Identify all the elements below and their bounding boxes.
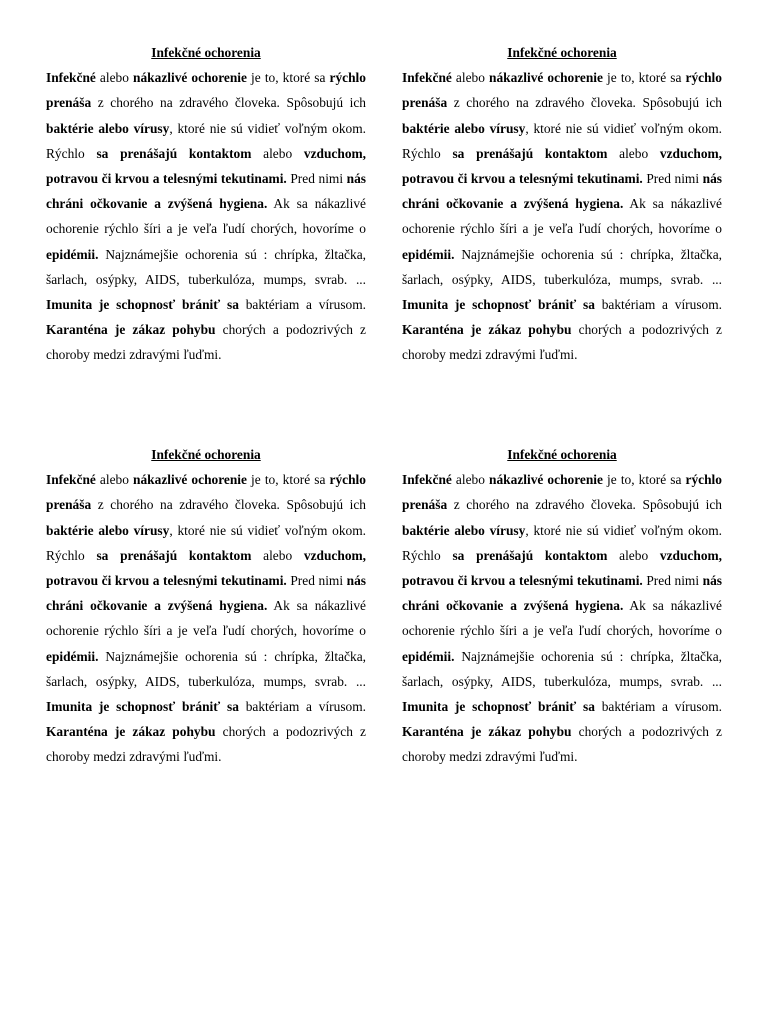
body-text: Najznámejšie ochorenia sú : chrípka, žltačka, šarlach, osýpky, AIDS, tuberkulóza, mumps, svrab. ...	[46, 246, 366, 287]
body-text: Najznámejšie ochorenia sú : chrípka, žltačka, šarlach, osýpky, AIDS, tuberkulóza, mumps, svrab. ...	[402, 246, 722, 287]
block-body	[46, 65, 366, 367]
body-text: , ktoré nie sú vidieť voľným okom. Rýchlo	[46, 522, 366, 563]
bold-text: epidémii.	[46, 648, 99, 664]
bold-text: vzduchom, potravou či krvou a telesnými tekutinami.	[402, 145, 723, 186]
block-body	[46, 467, 366, 769]
bold-text: Karanténa je zákaz pohybu	[402, 724, 572, 740]
body-text: Najznámejšie ochorenia sú : chrípka, žltačka, šarlach, osýpky, AIDS, tuberkulóza, mumps, svrab. ...	[402, 648, 722, 689]
bold-text: vzduchom, potravou či krvou a telesnými tekutinami.	[46, 547, 367, 588]
text-block-top-right	[402, 40, 722, 368]
body-text: je to, ktoré sa	[602, 472, 686, 488]
bold-text: vzduchom, potravou či krvou a telesnými tekutinami.	[402, 547, 723, 588]
bold-text: sa prenášajú kontaktom	[452, 145, 608, 161]
body-text: Ak sa nákazlivé ochorenie rýchlo šíri a je veľa ľudí chorých, hovoríme o	[402, 598, 722, 639]
bold-text: nákazlivé ochorenie	[133, 472, 247, 488]
block-body	[402, 65, 722, 367]
bold-text: nákazlivé ochorenie	[489, 70, 603, 86]
body-text: z chorého na zdravého človeka. Spôsobujú ich	[447, 497, 722, 513]
bold-text: Infekčné	[46, 70, 96, 86]
body-text: Najznámejšie ochorenia sú : chrípka, žltačka, šarlach, osýpky, AIDS, tuberkulóza, mumps, svrab. ...	[46, 648, 366, 689]
body-text: Ak sa nákazlivé ochorenie rýchlo šíri a je veľa ľudí chorých, hovoríme o	[46, 196, 366, 237]
bold-text: Infekčné	[402, 70, 452, 86]
body-text: , ktoré nie sú vidieť voľným okom. Rýchlo	[402, 120, 722, 161]
block-title: Infekčné ochorenia	[507, 45, 617, 60]
bold-text: rýchlo prenáša	[46, 70, 366, 111]
body-text: Ak sa nákazlivé ochorenie rýchlo šíri a je veľa ľudí chorých, hovoríme o	[402, 196, 722, 237]
bold-text: baktérie alebo vírusy	[402, 120, 526, 136]
bold-text: nás chráni očkovanie a zvýšená hygiena.	[402, 573, 722, 614]
body-text: Pred nimi	[286, 171, 347, 186]
body-text: z chorého na zdravého človeka. Spôsobujú ich	[91, 497, 366, 513]
bold-text: nás chráni očkovanie a zvýšená hygiena.	[46, 171, 366, 212]
text-block-bottom-right	[402, 442, 722, 770]
bold-text: Karanténa je zákaz pohybu	[46, 322, 216, 338]
bold-text: sa prenášajú kontaktom	[96, 145, 252, 161]
bold-text: Karanténa je zákaz pohybu	[46, 724, 216, 740]
body-text: baktériam a vírusom.	[594, 297, 723, 313]
bold-text: Infekčné	[46, 472, 96, 488]
body-text: Pred nimi	[286, 573, 347, 588]
bold-text: Infekčné	[402, 472, 452, 488]
body-text: z chorého na zdravého človeka. Spôsobujú ich	[91, 95, 366, 111]
bold-text: nás chráni očkovanie a zvýšená hygiena.	[402, 171, 722, 212]
bold-text: epidémii.	[46, 246, 99, 262]
block-title: Infekčné ochorenia	[151, 447, 261, 462]
bold-text: nákazlivé ochorenie	[133, 70, 247, 86]
bold-text: baktérie alebo vírusy	[402, 522, 526, 538]
body-text: Ak sa nákazlivé ochorenie rýchlo šíri a je veľa ľudí chorých, hovoríme o	[46, 598, 366, 639]
body-text: baktériam a vírusom.	[238, 297, 367, 313]
bold-text: Karanténa je zákaz pohybu	[402, 322, 572, 338]
block-title: Infekčné ochorenia	[151, 45, 261, 60]
bold-text: Imunita je schopnosť brániť sa	[402, 297, 595, 313]
body-text: alebo	[607, 145, 660, 161]
body-text: , ktoré nie sú vidieť voľným okom. Rýchlo	[402, 522, 722, 563]
body-text: alebo	[95, 472, 134, 488]
bold-text: Imunita je schopnosť brániť sa	[46, 699, 239, 715]
bold-text: baktérie alebo vírusy	[46, 120, 170, 136]
bold-text: baktérie alebo vírusy	[46, 522, 170, 538]
bold-text: epidémii.	[402, 246, 455, 262]
block-title: Infekčné ochorenia	[507, 447, 617, 462]
bold-text: vzduchom, potravou či krvou a telesnými tekutinami.	[46, 145, 367, 186]
body-text: Pred nimi	[642, 573, 703, 588]
bold-text: Imunita je schopnosť brániť sa	[402, 699, 595, 715]
body-text: alebo	[451, 70, 490, 86]
body-text: alebo	[251, 547, 304, 563]
body-text: je to, ktoré sa	[602, 70, 686, 86]
bold-text: sa prenášajú kontaktom	[452, 547, 608, 563]
body-text: alebo	[95, 70, 134, 86]
body-text: alebo	[607, 547, 660, 563]
body-text: Pred nimi	[642, 171, 703, 186]
body-text: chorých a podozrivých z choroby medzi zdravými ľuďmi.	[46, 724, 367, 765]
body-text: chorých a podozrivých z choroby medzi zdravými ľuďmi.	[402, 724, 723, 765]
body-text: alebo	[251, 145, 304, 161]
body-text: , ktoré nie sú vidieť voľným okom. Rýchlo	[46, 120, 366, 161]
bold-text: nás chráni očkovanie a zvýšená hygiena.	[46, 573, 366, 614]
body-text: alebo	[451, 472, 490, 488]
body-text: chorých a podozrivých z choroby medzi zdravými ľuďmi.	[402, 322, 723, 363]
body-text: je to, ktoré sa	[246, 472, 330, 488]
body-text: baktériam a vírusom.	[594, 699, 723, 715]
body-text: z chorého na zdravého človeka. Spôsobujú ich	[447, 95, 722, 111]
bold-text: sa prenášajú kontaktom	[96, 547, 252, 563]
body-text: baktériam a vírusom.	[238, 699, 367, 715]
bold-text: epidémii.	[402, 648, 455, 664]
bold-text: nákazlivé ochorenie	[489, 472, 603, 488]
bold-text: rýchlo prenáša	[46, 472, 366, 513]
bold-text: rýchlo prenáša	[402, 472, 722, 513]
bold-text: rýchlo prenáša	[402, 70, 722, 111]
body-text: chorých a podozrivých z choroby medzi zdravými ľuďmi.	[46, 322, 367, 363]
bold-text: Imunita je schopnosť brániť sa	[46, 297, 239, 313]
body-text: je to, ktoré sa	[246, 70, 330, 86]
text-block-top-left	[46, 40, 366, 368]
text-block-bottom-left	[46, 442, 366, 770]
block-body	[402, 467, 722, 769]
